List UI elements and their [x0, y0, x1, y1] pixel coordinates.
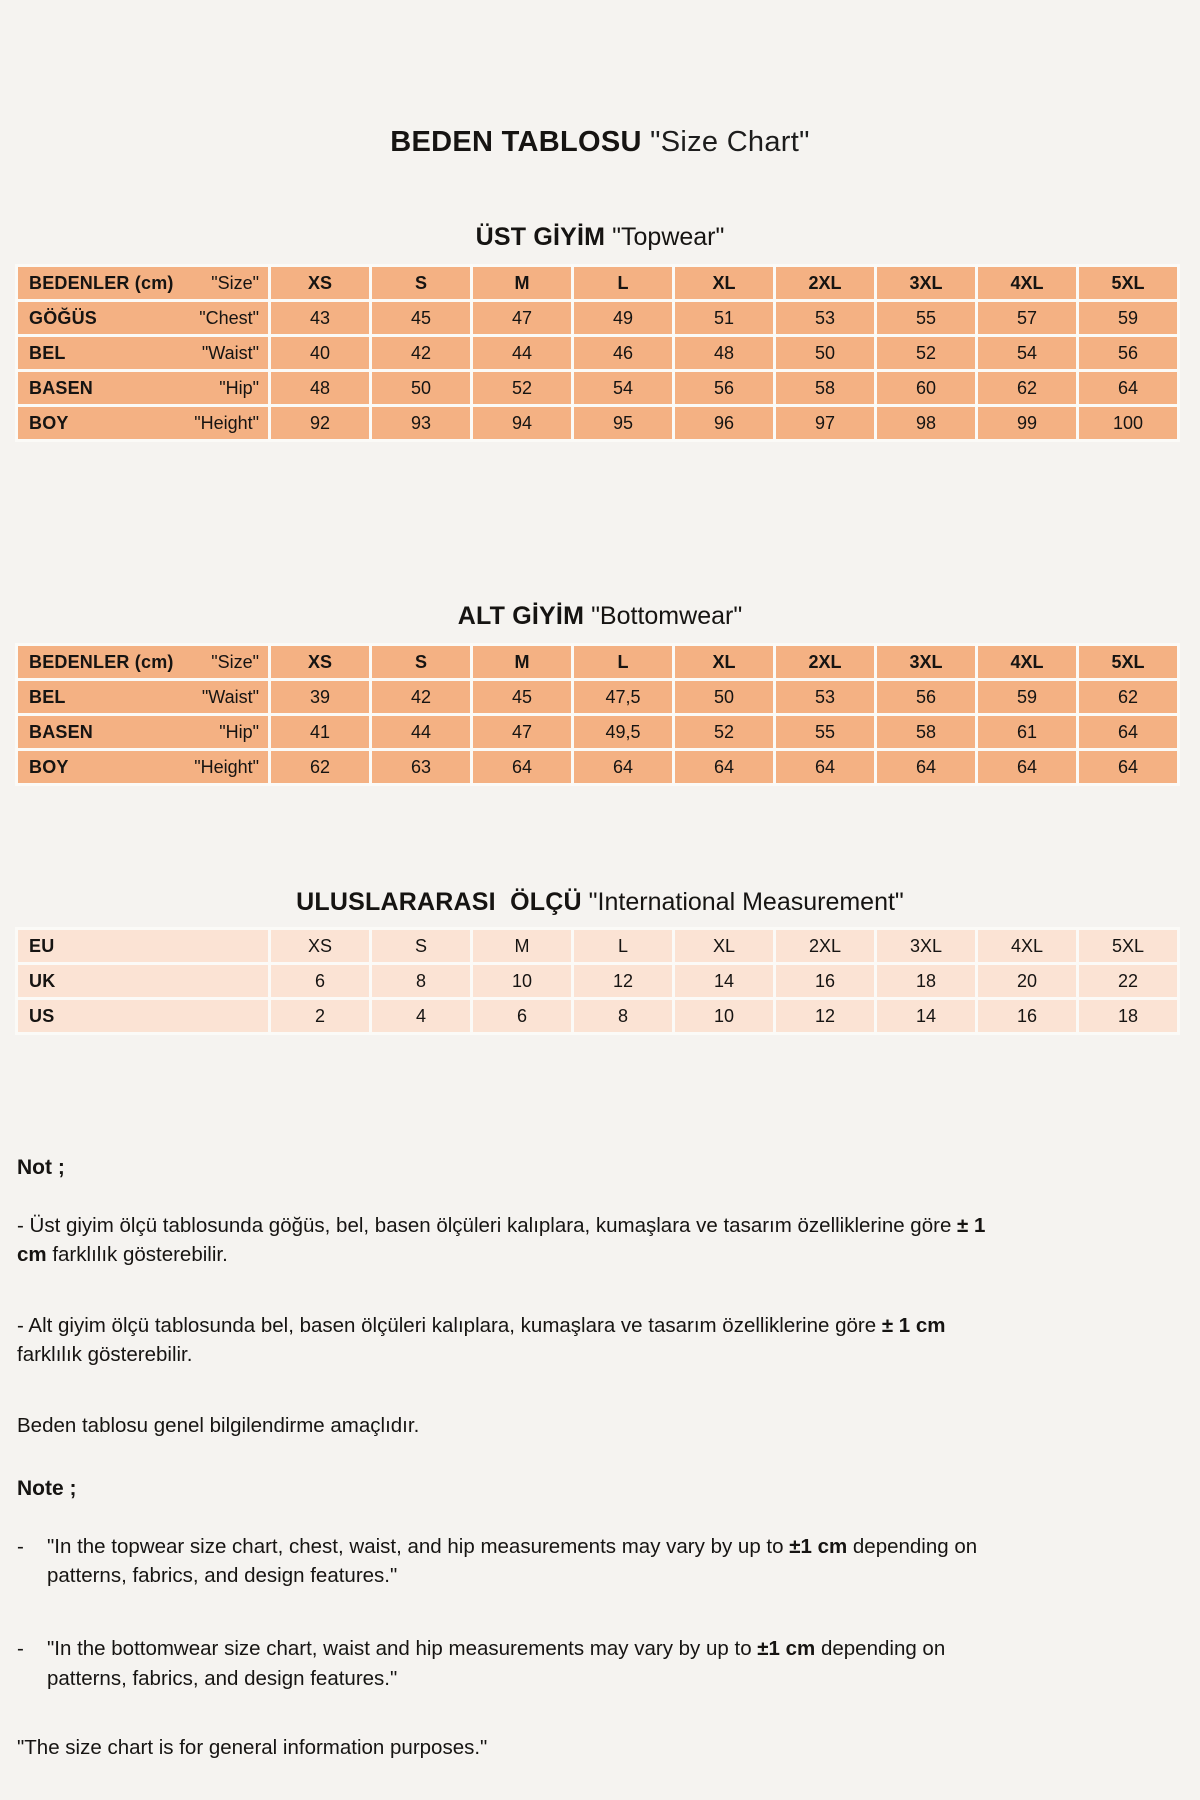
value-cell: 4XL: [978, 646, 1076, 678]
value-cell: 64: [978, 751, 1076, 783]
value-cell: 18: [1079, 1000, 1177, 1032]
turkish-note-paragraph: - Üst giyim ölçü tablosunda göğüs, bel, basen ölçüleri kalıplara, kumaşlara ve tasarım özelliklerine göre ± 1 cm farklılık gösterebilir.: [17, 1213, 986, 1266]
bullet-text: "In the topwear size chart, chest, waist, and hip measurements may vary by up to ±1 cm depending on patterns, fabrics, and design features.": [47, 1535, 978, 1588]
value-cell: 45: [372, 302, 470, 334]
row-label-turkish: US: [29, 1005, 55, 1026]
value-cell: 43: [271, 302, 369, 334]
row-label-turkish: BEL: [29, 342, 66, 363]
value-cell: 44: [372, 716, 470, 748]
value-cell: 6: [473, 1000, 571, 1032]
value-cell: XS: [271, 930, 369, 962]
topwear-heading-turkish: ÜST GİYİM: [475, 223, 606, 251]
value-cell: 40: [271, 337, 369, 369]
row-label-english: "Size": [211, 272, 259, 293]
value-cell: 16: [978, 1000, 1076, 1032]
value-cell: 14: [675, 965, 773, 997]
topwear-heading: [0, 223, 1200, 252]
value-cell: 92: [271, 407, 369, 439]
row-label-cell: [18, 267, 268, 299]
value-cell: 58: [776, 372, 874, 404]
value-cell: M: [473, 930, 571, 962]
value-cell: 49: [574, 302, 672, 334]
row-label-turkish: BASEN: [29, 721, 94, 742]
value-cell: 18: [877, 965, 975, 997]
value-cell: 61: [978, 716, 1076, 748]
row-label-english: "Waist": [201, 342, 259, 363]
value-cell: 64: [1079, 372, 1177, 404]
value-cell: 16: [776, 965, 874, 997]
value-cell: M: [473, 267, 571, 299]
row-label-turkish: BOY: [29, 412, 69, 433]
value-cell: 8: [372, 965, 470, 997]
row-label-cell: [18, 965, 268, 997]
value-cell: 60: [877, 372, 975, 404]
value-cell: 6: [271, 965, 369, 997]
value-cell: 59: [1079, 302, 1177, 334]
value-cell: 64: [877, 751, 975, 783]
row-label-english: "Size": [211, 651, 259, 672]
row-label-cell: [18, 337, 268, 369]
international-table: [15, 927, 1180, 1035]
row-label-turkish: BEDENLER (cm): [29, 651, 174, 672]
bottomwear-table: [15, 643, 1180, 786]
value-cell: 10: [675, 1000, 773, 1032]
table-row: [18, 1000, 1177, 1032]
value-cell: 10: [473, 965, 571, 997]
value-cell: 52: [473, 372, 571, 404]
row-label-cell: [18, 646, 268, 678]
value-cell: XL: [675, 646, 773, 678]
value-cell: 47,5: [574, 681, 672, 713]
value-cell: 2XL: [776, 930, 874, 962]
value-cell: 64: [473, 751, 571, 783]
value-cell: 46: [574, 337, 672, 369]
value-cell: 2XL: [776, 267, 874, 299]
value-cell: 59: [978, 681, 1076, 713]
bullet-dash: -: [17, 1535, 24, 1559]
value-cell: 12: [574, 965, 672, 997]
turkish-notes-footer: Beden tablosu genel bilgilendirme amaçlıdır.: [17, 1414, 420, 1438]
table-row: [18, 751, 1177, 783]
value-cell: 42: [372, 681, 470, 713]
value-cell: 45: [473, 681, 571, 713]
value-cell: 52: [877, 337, 975, 369]
value-cell: 64: [675, 751, 773, 783]
row-label-cell: [18, 930, 268, 962]
table-row: [18, 372, 1177, 404]
value-cell: 62: [978, 372, 1076, 404]
bottomwear-heading-turkish: ALT GİYİM: [457, 602, 585, 630]
row-label-english: "Hip": [219, 721, 259, 742]
value-cell: 55: [776, 716, 874, 748]
value-cell: 100: [1079, 407, 1177, 439]
row-label-cell: [18, 407, 268, 439]
table-row: [18, 407, 1177, 439]
bottomwear-heading-english: "Bottomwear": [591, 602, 743, 630]
value-cell: 53: [776, 681, 874, 713]
english-note-bullet: [17, 1634, 1182, 1692]
value-cell: 54: [574, 372, 672, 404]
row-label-cell: [18, 716, 268, 748]
value-cell: 50: [776, 337, 874, 369]
value-cell: 64: [1079, 716, 1177, 748]
turkish-notes-heading: Not ;: [17, 1156, 65, 1179]
notes-section: [17, 1153, 1182, 1762]
international-heading-english: "International Measurement": [588, 888, 904, 916]
english-notes-heading: Note ;: [17, 1477, 77, 1501]
row-label-cell: [18, 1000, 268, 1032]
value-cell: 5XL: [1079, 267, 1177, 299]
value-cell: L: [574, 930, 672, 962]
value-cell: 50: [675, 681, 773, 713]
row-label-cell: [18, 681, 268, 713]
value-cell: 49,5: [574, 716, 672, 748]
bottomwear-heading: [0, 602, 1200, 631]
value-cell: 52: [675, 716, 773, 748]
international-heading: [0, 888, 1200, 917]
row-label-cell: [18, 751, 268, 783]
english-notes-list: [17, 1532, 1182, 1692]
table-header-row: [18, 646, 1177, 678]
row-label-english: "Hip": [219, 377, 259, 398]
table-header-row: [18, 267, 1177, 299]
value-cell: 4XL: [978, 930, 1076, 962]
international-heading-turkish: ULUSLARARASI ÖLÇÜ: [296, 888, 582, 916]
row-label-cell: [18, 302, 268, 334]
value-cell: 97: [776, 407, 874, 439]
value-cell: 64: [574, 751, 672, 783]
value-cell: 54: [978, 337, 1076, 369]
value-cell: 44: [473, 337, 571, 369]
value-cell: 64: [776, 751, 874, 783]
value-cell: M: [473, 646, 571, 678]
topwear-table: [15, 264, 1180, 442]
value-cell: 41: [271, 716, 369, 748]
row-label-turkish: BEDENLER (cm): [29, 272, 174, 293]
table-row: [18, 302, 1177, 334]
turkish-note-paragraph: - Alt giyim ölçü tablosunda bel, basen ölçüleri kalıplara, kumaşlara ve tasarım özelliklerine göre ± 1 cm farklılık gösterebilir.: [17, 1314, 946, 1367]
value-cell: 56: [877, 681, 975, 713]
english-notes-footer: "The size chart is for general information purposes.": [17, 1735, 488, 1759]
row-label-turkish: BOY: [29, 756, 69, 777]
row-label-turkish: GÖĞÜS: [29, 307, 98, 328]
value-cell: L: [574, 267, 672, 299]
value-cell: S: [372, 267, 470, 299]
value-cell: 98: [877, 407, 975, 439]
value-cell: 48: [675, 337, 773, 369]
turkish-notes-list: [17, 1211, 1182, 1369]
value-cell: 93: [372, 407, 470, 439]
page-title-turkish: BEDEN TABLOSU: [390, 126, 642, 158]
value-cell: 56: [1079, 337, 1177, 369]
value-cell: XL: [675, 930, 773, 962]
value-cell: 12: [776, 1000, 874, 1032]
value-cell: 4XL: [978, 267, 1076, 299]
row-label-english: "Height": [194, 412, 259, 433]
value-cell: S: [372, 930, 470, 962]
value-cell: 2: [271, 1000, 369, 1032]
value-cell: 62: [1079, 681, 1177, 713]
value-cell: 3XL: [877, 930, 975, 962]
value-cell: 62: [271, 751, 369, 783]
value-cell: XS: [271, 267, 369, 299]
value-cell: 47: [473, 716, 571, 748]
value-cell: 20: [978, 965, 1076, 997]
bullet-text: "In the bottomwear size chart, waist and hip measurements may vary by up to ±1 cm depending on patterns, fabrics, and design features.": [47, 1637, 946, 1690]
table-row: [18, 716, 1177, 748]
value-cell: 51: [675, 302, 773, 334]
value-cell: 22: [1079, 965, 1177, 997]
row-label-turkish: BASEN: [29, 377, 94, 398]
value-cell: 2XL: [776, 646, 874, 678]
value-cell: 57: [978, 302, 1076, 334]
row-label-english: "Waist": [201, 686, 259, 707]
value-cell: 5XL: [1079, 646, 1177, 678]
topwear-heading-english: "Topwear": [612, 223, 725, 251]
value-cell: 47: [473, 302, 571, 334]
row-label-turkish: BEL: [29, 686, 66, 707]
value-cell: 50: [372, 372, 470, 404]
value-cell: 94: [473, 407, 571, 439]
value-cell: 4: [372, 1000, 470, 1032]
value-cell: 99: [978, 407, 1076, 439]
table-row: [18, 681, 1177, 713]
page-title-english: "Size Chart": [650, 126, 810, 158]
value-cell: 48: [271, 372, 369, 404]
value-cell: 96: [675, 407, 773, 439]
value-cell: 64: [1079, 751, 1177, 783]
page-title: [0, 0, 1200, 159]
value-cell: 14: [877, 1000, 975, 1032]
value-cell: 95: [574, 407, 672, 439]
row-label-english: "Chest": [199, 307, 259, 328]
value-cell: 63: [372, 751, 470, 783]
english-note-bullet: [17, 1532, 1182, 1590]
value-cell: XS: [271, 646, 369, 678]
value-cell: 58: [877, 716, 975, 748]
table-row: [18, 965, 1177, 997]
value-cell: XL: [675, 267, 773, 299]
bullet-dash: -: [17, 1637, 24, 1661]
row-label-english: "Height": [194, 756, 259, 777]
value-cell: L: [574, 646, 672, 678]
table-row: [18, 337, 1177, 369]
value-cell: 3XL: [877, 646, 975, 678]
value-cell: 3XL: [877, 267, 975, 299]
value-cell: 42: [372, 337, 470, 369]
value-cell: 39: [271, 681, 369, 713]
value-cell: 5XL: [1079, 930, 1177, 962]
table-row: [18, 930, 1177, 962]
value-cell: 53: [776, 302, 874, 334]
row-label-turkish: EU: [29, 935, 55, 956]
value-cell: 8: [574, 1000, 672, 1032]
value-cell: 56: [675, 372, 773, 404]
row-label-cell: [18, 372, 268, 404]
row-label-turkish: UK: [29, 970, 56, 991]
value-cell: S: [372, 646, 470, 678]
value-cell: 55: [877, 302, 975, 334]
